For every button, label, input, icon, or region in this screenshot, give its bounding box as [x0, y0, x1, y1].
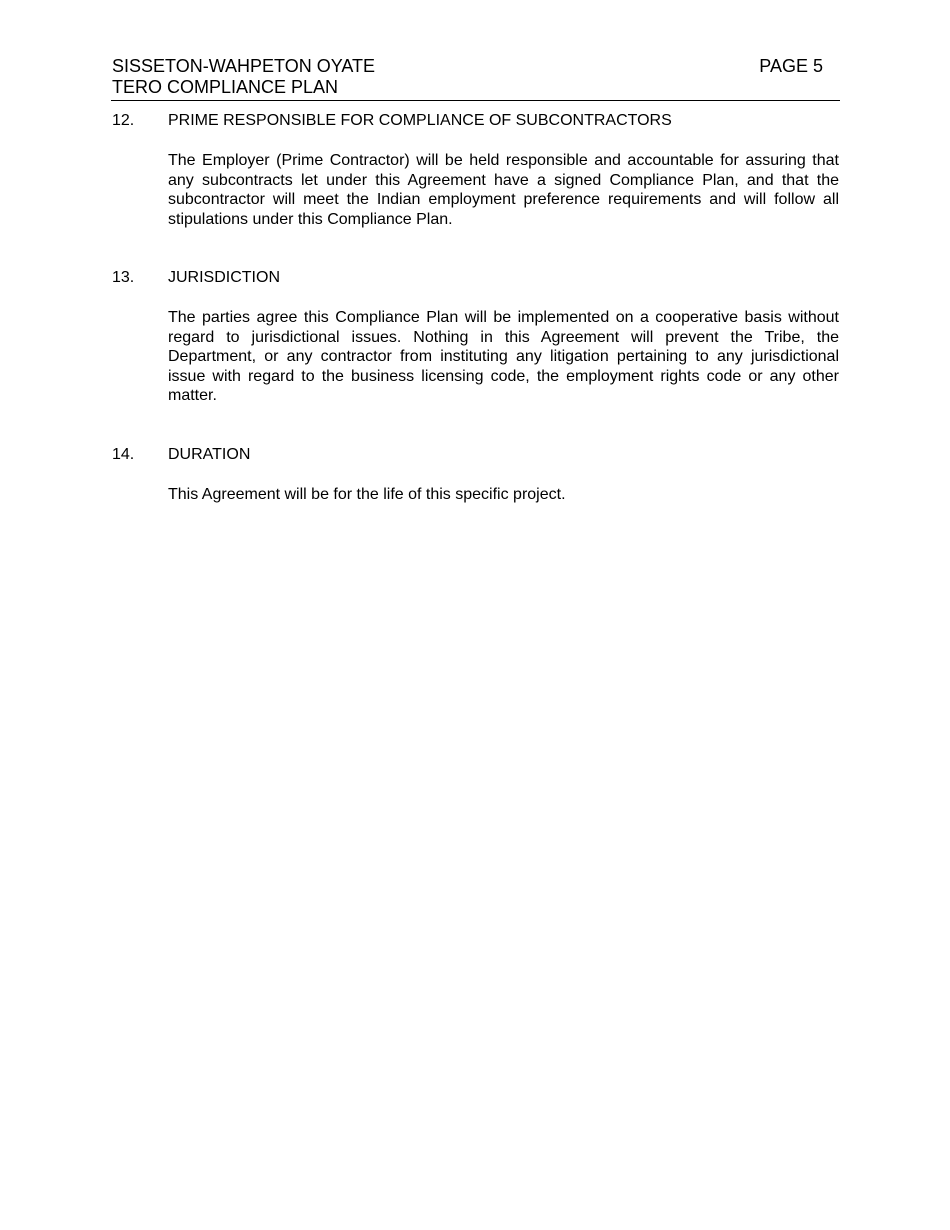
section-heading — [112, 268, 839, 288]
section-title: PRIME RESPONSIBLE FOR COMPLIANCE OF SUBCONTRACTORS — [168, 112, 672, 129]
section-body: The parties agree this Compliance Plan will be implemented on a cooperative basis without regard to jurisdictional issues. Nothing in this Agreement will prevent the Tribe, the Department, or any contractor from instituting any litigation pertaining to any jurisdictional issue with regard to the business licensing code, the employment rights code or any other matter. — [168, 309, 839, 405]
section-number: 13. — [112, 269, 135, 286]
page-number: PAGE 5 — [759, 56, 823, 76]
section-number: 14. — [112, 446, 135, 463]
section-heading — [112, 111, 839, 131]
section-14 — [112, 445, 839, 505]
header-org-name: SISSETON-WAHPETON OYATE — [112, 56, 376, 76]
section-body: The Employer (Prime Contractor) will be held responsible and accountable for assuring that any subcontracts let under this Agreement have a signed Compliance Plan, and that the subcontractor will meet the Indian employment preference requirements and will follow all stipulations under this Compliance Plan. — [168, 152, 839, 228]
section-title: JURISDICTION — [168, 269, 280, 286]
page-header — [111, 56, 840, 101]
header-plan-title: TERO COMPLIANCE PLAN — [112, 77, 339, 97]
section-13 — [112, 268, 839, 406]
section-title: DURATION — [168, 446, 251, 463]
section-12 — [112, 111, 839, 229]
section-heading — [112, 445, 839, 465]
section-number: 12. — [112, 112, 135, 129]
section-body: This Agreement will be for the life of this specific project. — [168, 486, 566, 503]
